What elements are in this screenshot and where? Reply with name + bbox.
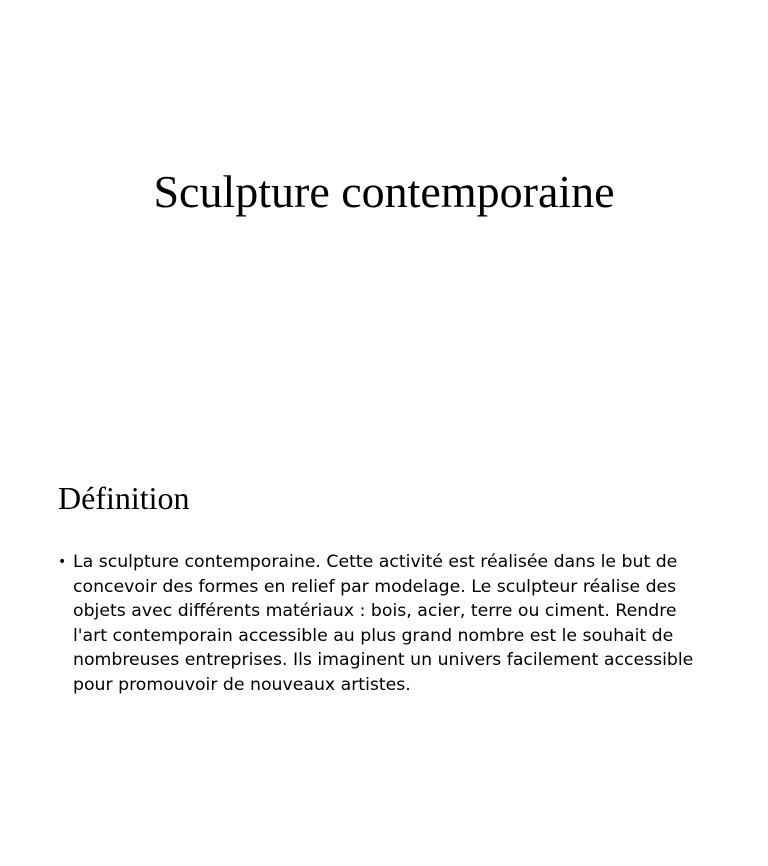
content-slide	[0, 433, 768, 866]
bullet-item	[58, 550, 708, 698]
bullet-marker: •	[58, 554, 67, 570]
bullet-text: La sculpture contemporaine. Cette activité est réalisée dans le but de concevoir des formes en relief par modelage. Le sculpteur réalise des objets avec différents matériaux : bois, acier, terre ou ciment. Rendre l'art contemporain accessible au plus grand nombre est le souhait de nombreuses entreprises. Ils imaginent un univers facilement accessible pour promouvoir de nouveaux artistes.	[73, 552, 694, 695]
slide-title: Sculpture contemporaine	[153, 166, 615, 217]
section-heading: Définition	[58, 480, 190, 516]
bullet-list	[58, 550, 708, 698]
